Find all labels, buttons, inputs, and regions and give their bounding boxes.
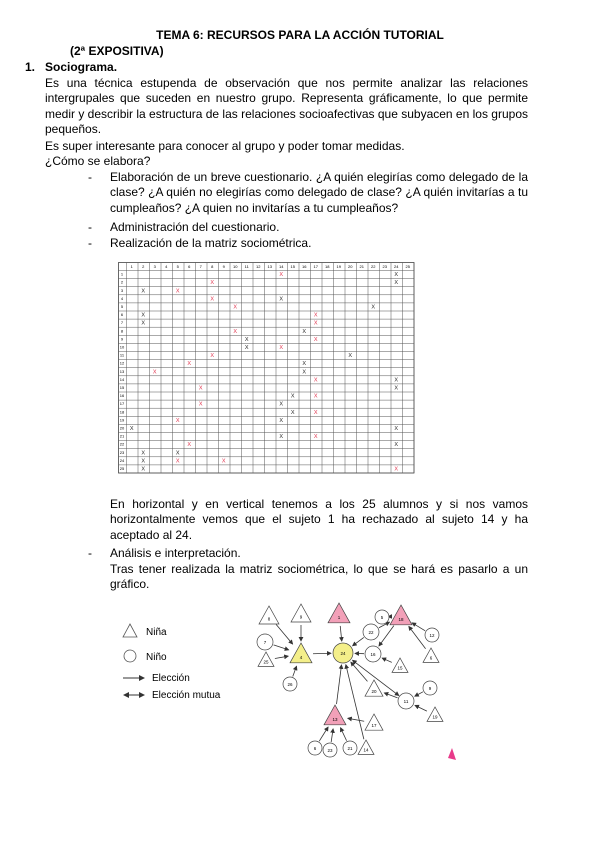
matrix-accept-mark: X [394, 442, 399, 449]
sociogram-node-label: 6 [429, 655, 433, 661]
interest-line: Es super interesante para conocer al grupo y poder tomar medidas. [45, 139, 405, 153]
matrix-column-header: 24 [394, 264, 399, 269]
sociogram-edge [379, 626, 394, 646]
section-title: Sociograma. [45, 60, 118, 74]
section-number: 1. [25, 60, 36, 74]
matrix-column-header: 19 [336, 264, 341, 269]
matrix-column-header: 1 [130, 264, 133, 269]
matrix-column-header: 22 [371, 264, 376, 269]
matrix-accept-mark: X [141, 450, 146, 457]
matrix-reject-mark: X [313, 434, 318, 441]
sociogram-node-label: 4 [299, 654, 303, 660]
matrix-row-header: 23 [119, 449, 125, 455]
matrix-column-header: 14 [279, 264, 284, 269]
matrix-column-header: 10 [233, 264, 238, 269]
graph-intro: Tras tener realizada la matriz sociométrica, lo que se hará es pasarlo a un gráfico. [110, 562, 528, 592]
matrix-row-header: 6 [120, 312, 124, 318]
document-subtitle: (2ª EXPOSITIVA) [70, 44, 164, 58]
sociogram-diagram [110, 598, 470, 768]
legend-boy-label: Niño [146, 652, 167, 663]
matrix-accept-mark: X [394, 385, 399, 392]
matrix-accept-mark: X [394, 272, 399, 279]
sociogram-edge [293, 666, 297, 676]
sociogram-node-triangle [427, 707, 443, 721]
matrix-accept-mark: X [302, 361, 307, 368]
sociogram-edge [346, 665, 364, 740]
legend-girl-triangle-icon [123, 624, 137, 637]
matrix-reject-mark: X [233, 304, 238, 311]
matrix-row-header: 19 [119, 417, 125, 423]
sociogram-node-label: 25 [263, 659, 269, 665]
legend-boy-circle-icon [124, 650, 136, 662]
matrix-column-header: 25 [405, 264, 410, 269]
matrix-column-header: 17 [313, 264, 318, 269]
sociogram-edge [341, 728, 347, 741]
sociogram-node-label: 15 [397, 665, 403, 671]
sociogram-node-label: 23 [327, 747, 333, 753]
sociogram-node-label: 9 [299, 614, 303, 620]
matrix-accept-mark: X [141, 312, 146, 319]
sociogram-node-label: 21 [347, 745, 353, 751]
sociogram-node-circle [308, 741, 322, 755]
matrix-column-header: 16 [302, 264, 307, 269]
sociogram-node-triangle [324, 705, 346, 725]
matrix-reject-mark: X [221, 458, 226, 465]
matrix-row-header: 24 [119, 457, 125, 463]
matrix-reject-mark: X [313, 336, 318, 343]
section-heading [25, 60, 117, 74]
matrix-accept-mark: X [279, 417, 284, 424]
sociogram-edge [384, 693, 397, 698]
matrix-accept-mark: X [141, 320, 146, 327]
sociogram-node-triangle [392, 658, 408, 672]
sociogram-node-label: 14 [363, 747, 369, 753]
sociogram-node-triangle [358, 740, 374, 754]
matrix-column-header: 3 [153, 264, 156, 269]
matrix-row-header: 18 [119, 409, 125, 415]
list-item-text: Análisis e interpretación. [110, 546, 241, 560]
matrix-reject-mark: X [198, 385, 203, 392]
matrix-accept-mark: X [279, 434, 284, 441]
matrix-row-header: 21 [119, 433, 125, 439]
sociogram-node-triangle [291, 604, 311, 622]
matrix-row-header: 25 [119, 465, 125, 471]
matrix-reject-mark: X [198, 401, 203, 408]
matrix-accept-mark: X [279, 401, 284, 408]
matrix-column-header: 21 [359, 264, 364, 269]
sociogram-node-label: 7 [263, 639, 267, 645]
matrix-accept-mark: X [141, 466, 146, 473]
matrix-accept-mark: X [244, 344, 249, 351]
matrix-row-header: 4 [120, 295, 124, 301]
list-item: - Análisis e interpretación. [88, 546, 528, 561]
legend-choice-label: Elección [152, 673, 190, 684]
legend-girl-label: Niña [146, 627, 167, 638]
matrix-explanation: En horizontal y en vertical tenemos a los 25 alumnos y si nos vamos horizontalmente vemos que el sujeto 1 ha rechazado al sujeto 14 y ha aceptado al 24. [110, 497, 528, 542]
matrix-column-header: 12 [256, 264, 261, 269]
intro-paragraph: Es una técnica estupenda de observación que nos permite analizar las relaciones intergrupales que suceden en nuestro grupo. Representa gráficamente, lo que permite medir y describir la estructura de las relaciones socioafectivas que subyacen en los grupos pequeños. [45, 76, 528, 137]
sociogram-edge [276, 624, 293, 644]
matrix-reject-mark: X [313, 377, 318, 384]
matrix-reject-mark: X [233, 328, 238, 335]
matrix-column-header: 13 [267, 264, 272, 269]
sociogram-edge [382, 658, 392, 662]
matrix-accept-mark: X [279, 296, 284, 303]
matrix-column-header: 7 [199, 264, 202, 269]
matrix-row-header: 2 [120, 279, 124, 285]
list-item: - Realización de la matriz sociométrica. [88, 236, 528, 251]
matrix-row-header: 16 [119, 393, 125, 399]
matrix-column-header: 5 [176, 264, 179, 269]
matrix-column-header: 9 [222, 264, 225, 269]
matrix-reject-mark: X [187, 442, 192, 449]
matrix-row-header: 1 [120, 271, 124, 277]
matrix-reject-mark: X [313, 312, 318, 319]
matrix-reject-mark: X [152, 369, 157, 376]
matrix-row-header: 20 [119, 425, 125, 431]
sociogram-edge [340, 626, 342, 641]
sociogram-edge [319, 727, 328, 741]
matrix-reject-mark: X [394, 466, 399, 473]
matrix-row-header: 12 [119, 360, 125, 366]
sociogram-node-circle [283, 677, 297, 691]
matrix-accept-mark: X [348, 353, 353, 360]
sociogram-node-label: 11 [403, 698, 409, 704]
matrix-reject-mark: X [187, 361, 192, 368]
pink-mark-icon [448, 748, 456, 760]
matrix-column-header: 6 [188, 264, 191, 269]
matrix-accept-mark: X [394, 377, 399, 384]
list-item-text: Realización de la matriz sociométrica. [110, 236, 312, 250]
sociogram-node-triangle [365, 714, 383, 730]
sociogram-node-circle [333, 643, 353, 663]
sociogram-node-label: 17 [371, 723, 377, 729]
matrix-row-header: 22 [119, 441, 125, 447]
matrix-row-header: 14 [119, 376, 125, 382]
sociogram-node-label: 24 [340, 650, 346, 656]
matrix-accept-mark: X [394, 425, 399, 432]
matrix-row-header: 10 [119, 344, 125, 350]
sociogram-node-label: 12 [429, 632, 435, 638]
sociogram-edge [275, 656, 288, 658]
matrix-reject-mark: X [279, 344, 284, 351]
sociogram-node-triangle [258, 652, 274, 666]
list-item: - Administración del cuestionario. [88, 220, 528, 235]
sociogram-node-label: 9 [428, 685, 432, 691]
matrix-accept-mark: X [129, 425, 134, 432]
sociogram-node-triangle [328, 603, 350, 623]
list-item-text: Administración del cuestionario. [110, 220, 280, 234]
matrix-accept-mark: X [302, 328, 307, 335]
sociogram-node-label: 19 [432, 714, 438, 720]
matrix-row-header: 15 [119, 384, 125, 390]
sociogram-node-label: 16 [370, 651, 376, 657]
sociogram-edge [348, 718, 364, 721]
matrix-row-header: 8 [120, 328, 124, 334]
sociogram-nodes [257, 603, 443, 757]
sociogram-node-circle [423, 681, 437, 695]
legend-mutual-label: Elección mutua [152, 690, 221, 701]
matrix-row-header: 9 [120, 336, 124, 342]
matrix-reject-mark: X [210, 280, 215, 287]
matrix-column-header: 18 [325, 264, 330, 269]
sociogram-node-label: 13 [332, 716, 338, 722]
sociogram-edge [353, 637, 364, 645]
matrix-accept-mark: X [141, 288, 146, 295]
matrix-row-header: 5 [120, 303, 124, 309]
sociogram-node-label: 8 [267, 616, 271, 622]
matrix-accept-mark: X [175, 450, 180, 457]
matrix-reject-mark: X [210, 296, 215, 303]
matrix-row-header: 11 [119, 352, 125, 358]
sociogram-node-circle [323, 743, 337, 757]
list-item-text: Elaboración de un breve cuestionario. ¿A quién elegirías como delegado de la clase? ¿A quién no elegirías como delegado de clase? ¿A quién invitarías a tu cumpleaños? ¿A quien no invitarías a tu cumpleaños? [110, 170, 528, 215]
question-line: ¿Cómo se elabora? [45, 154, 151, 168]
legend [123, 624, 221, 701]
sociogram-edge [331, 729, 333, 742]
sociogram-edge [412, 623, 425, 631]
matrix-row-header: 7 [120, 320, 124, 326]
sociogram-node-label: 20 [371, 689, 377, 695]
sociogram-edge [274, 645, 289, 650]
matrix-column-header: 23 [382, 264, 387, 269]
matrix-row-header: 3 [120, 287, 124, 293]
sociogram-edges [274, 614, 427, 743]
sociometric-matrix [118, 262, 418, 484]
matrix-accept-mark: X [290, 409, 295, 416]
document-title: TEMA 6: RECURSOS PARA LA ACCIÓN TUTORIAL [156, 28, 444, 42]
sociogram-node-triangle [390, 605, 412, 625]
sociogram-edge [337, 665, 342, 704]
matrix-reject-mark: X [175, 417, 180, 424]
sociogram-node-label: 6 [313, 745, 317, 751]
matrix-accept-mark: X [141, 458, 146, 465]
sociogram-node-label: 18 [398, 616, 404, 622]
matrix-reject-mark: X [279, 272, 284, 279]
sociogram-edge [415, 705, 427, 711]
sociogram-node-circle [398, 693, 414, 709]
sociogram-node-circle [425, 628, 439, 642]
sociogram-node-label: 5 [380, 614, 384, 620]
matrix-row-header: 17 [119, 401, 125, 407]
matrix-reject-mark: X [210, 353, 215, 360]
list-item: - Elaboración de un breve cuestionario. ¿A quién elegirías como delegado de la clase? ¿A quién no elegirías como delegado de clase? ¿A quién invitarías a tu cumpleaños? ¿A quien no invitarías a tu cumpleaños? [88, 170, 528, 215]
sociogram-edge [415, 692, 423, 696]
matrix-accept-mark: X [290, 393, 295, 400]
matrix-row-header: 13 [119, 368, 125, 374]
sociogram-node-label: 1 [337, 614, 341, 620]
matrix-column-header: 15 [290, 264, 295, 269]
sociogram-node-triangle [423, 648, 439, 662]
matrix-reject-mark: X [313, 393, 318, 400]
matrix-accept-mark: X [371, 304, 376, 311]
matrix-column-header: 11 [244, 264, 249, 269]
matrix-column-header: 4 [165, 264, 168, 269]
matrix-accept-mark: X [394, 280, 399, 287]
matrix-accept-mark: X [244, 336, 249, 343]
sociogram-node-label: 22 [368, 629, 374, 635]
matrix-column-header: 2 [142, 264, 145, 269]
sociogram-node-label: 26 [287, 681, 293, 687]
matrix-reject-mark: X [313, 409, 318, 416]
sociogram-node-triangle [290, 643, 312, 663]
matrix-column-header: 8 [211, 264, 214, 269]
sociogram-node-circle [375, 610, 389, 624]
matrix-reject-mark: X [175, 288, 180, 295]
matrix-reject-mark: X [175, 458, 180, 465]
matrix-column-header: 20 [348, 264, 353, 269]
sociogram-node-circle [343, 741, 357, 755]
sociogram-node-triangle [365, 680, 383, 696]
sociogram-node-triangle [259, 606, 279, 624]
sociogram-node-circle [365, 646, 381, 662]
matrix-reject-mark: X [313, 320, 318, 327]
matrix-accept-mark: X [302, 369, 307, 376]
sociogram-node-circle [363, 624, 379, 640]
sociogram-node-circle [257, 634, 273, 650]
